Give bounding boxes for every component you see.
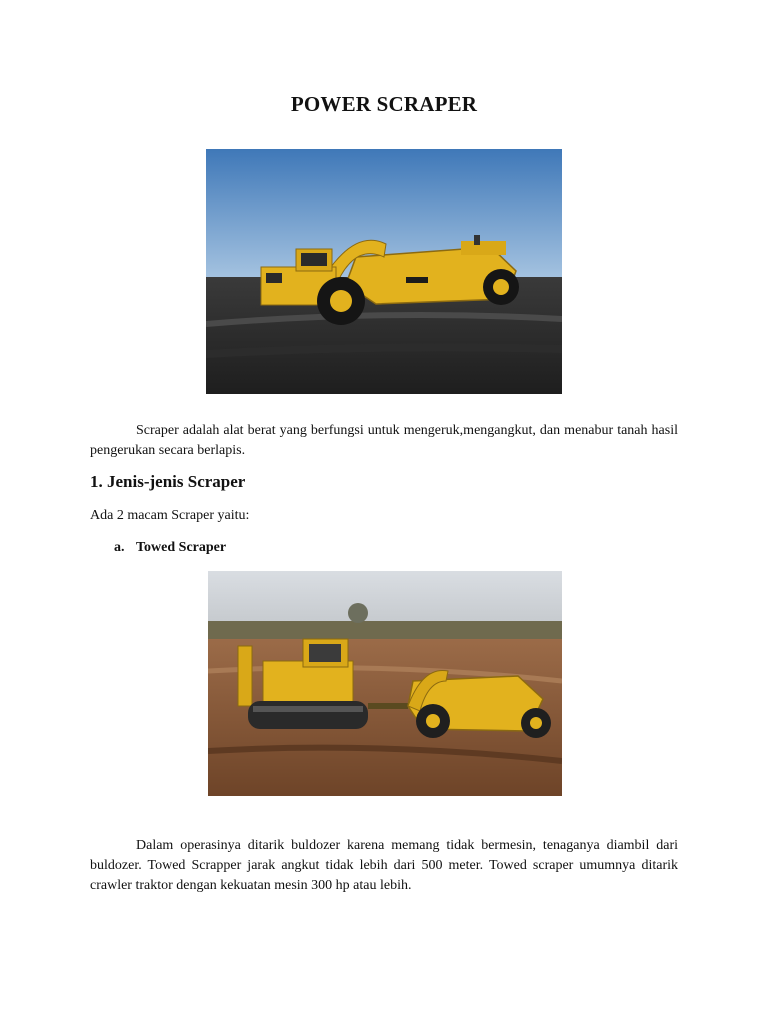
intro-paragraph: Scraper adalah alat berat yang berfungsi untuk mengeruk,mengangkut, dan menabur tanah hasil pengerukan secara berlapis. — [90, 423, 678, 458]
list-item-towed-scraper — [114, 540, 226, 556]
section-heading-jenis-scraper: 1. Jenis-jenis Scraper — [90, 472, 246, 491]
towed-scraper-description: Dalam operasinya ditarik buldozer karena memang tidak bermesin, tenaganya diambil dari buldozer. Towed Scrapper jarak angkut tidak lebih dari 500 meter. Towed scraper umumnya ditarik crawler traktor dengan kekuatan mesin 300 hp atau lebih. — [90, 838, 678, 893]
list-marker: a. — [114, 540, 125, 555]
power-scraper-photo — [206, 149, 562, 394]
page-title: POWER SCRAPER — [290, 92, 478, 116]
towed-scraper-photo — [208, 571, 562, 796]
list-item-label: Towed Scraper — [136, 540, 227, 555]
types-lead-text: Ada 2 macam Scraper yaitu: — [90, 508, 250, 523]
